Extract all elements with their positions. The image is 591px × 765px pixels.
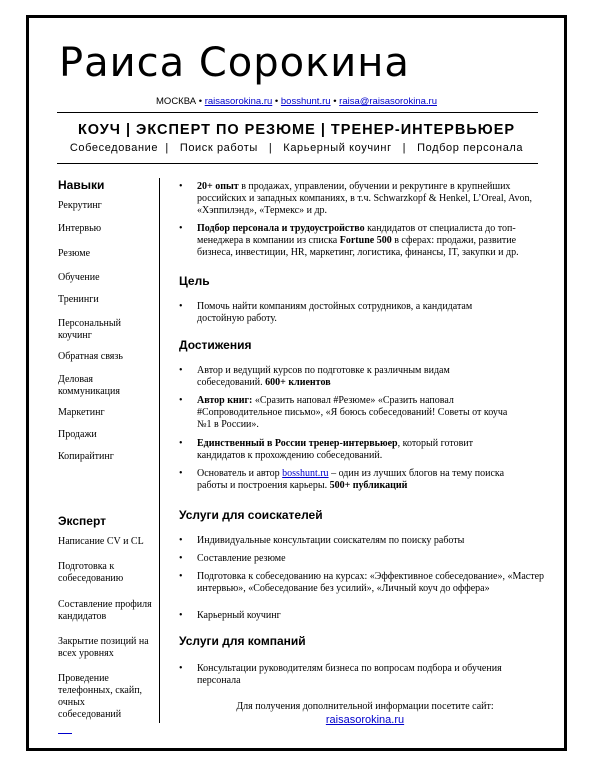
service-text: Подготовка к собеседованию на курсах: «Эффективное собеседование», «Мастер интервью», «Собеседование без усилий», «Личный коуч до оффера» [197, 571, 545, 595]
bullet: • [179, 663, 183, 674]
skill-item: Обучение [58, 272, 100, 283]
service-text: Карьерный коучинг [197, 610, 281, 621]
contact-line [29, 96, 564, 107]
headline: КОУЧ | ЭКСПЕРТ ПО РЕЗЮМЕ | ТРЕНЕР-ИНТЕРВЬЮЕР [77, 122, 516, 138]
expert-heading: Эксперт [58, 514, 107, 528]
expert-item: Проведение телефонных, скайп, очных собеседований [58, 673, 143, 720]
achievement-text: «Сразить наповал #Резюме» «Сразить наповал #Сопроводительное письмо», «Я боюсь собеседований! Советы от коуча №1 в России». [197, 395, 508, 431]
skill-item: Тренинги [58, 294, 99, 305]
skill-item: Маркетинг [58, 407, 105, 418]
goal-heading: Цель [179, 274, 210, 288]
bullet: • [179, 571, 183, 582]
email-link[interactable]: raisa@raisasorokina.ru [339, 96, 437, 107]
summary-bold: Подбор персонала и трудоустройство [197, 223, 365, 234]
skill-item: Рекрутинг [58, 200, 102, 211]
skill-item: Персональный коучинг [58, 318, 121, 341]
services-line: Собеседование | Поиск работы | Карьерный коучинг | Подбор персонала [69, 142, 524, 154]
bullet: • [179, 438, 183, 449]
seekers-heading: Услуги для соискателей [179, 508, 323, 522]
skill-item: Обратная связь [58, 351, 123, 362]
service-text: Консультации руководителям бизнеса по вопросам подбора и обучения персонала [197, 663, 502, 687]
achievement-bold: Единственный в России тренер-интервьюер [197, 438, 398, 449]
expert-item: Составление профиля кандидатов [58, 599, 152, 622]
bullet: • [179, 301, 183, 312]
bullet: • [179, 223, 183, 234]
achievement-text: – один из лучших блогов на тему поиска работы и построения карьеры. [197, 468, 505, 492]
achievement-text: , который готовит кандидатов к прохождению собеседований. [197, 438, 474, 462]
city: МОСКВА [156, 96, 197, 107]
bullet: • [179, 468, 183, 479]
separator: • [274, 96, 279, 107]
underline-mark [58, 733, 72, 734]
footer-text: Для получения дополнительной информации посетите сайт: [236, 701, 494, 712]
resume-page [26, 15, 567, 751]
bullet: • [179, 610, 183, 621]
goal-text: Помочь найти компаниям достойных сотрудников, а кандидатам достойную работу. [197, 301, 473, 325]
blog-link[interactable]: bosshunt.ru [280, 96, 331, 107]
summary-bold: Fortune 500 [339, 235, 392, 247]
summary-text: в сферах: продажи, развитие бизнеса, инвестиции, HR, маркетинг, логистика, финансы, IT, закупки и др. [197, 235, 519, 259]
summary-bold: 20+ опыт [197, 181, 239, 192]
achievements-heading: Достижения [179, 338, 252, 352]
achievement-bold: 500+ публикаций [329, 480, 408, 492]
skill-item: Резюме [58, 248, 91, 259]
service-text: Составление резюме [197, 553, 286, 564]
summary-text: кандидатов от специалиста до топ-менеджера в компании из списка [197, 223, 516, 247]
divider [57, 112, 538, 113]
divider [57, 163, 538, 164]
expert-item: Подготовка к собеседованию [58, 561, 124, 584]
companies-heading: Услуги для компаний [179, 634, 306, 648]
skill-item: Копирайтинг [58, 451, 114, 462]
bullet: • [179, 535, 183, 546]
separator: • [333, 96, 337, 107]
expert-item: Закрытие позиций на всех уровнях [58, 636, 149, 659]
bullet: • [179, 395, 183, 406]
achievement-bold: 600+ клиентов [265, 377, 331, 389]
blog-link[interactable]: bosshunt.ru [282, 468, 329, 479]
footer-website-link[interactable]: raisasorokina.ru [325, 714, 405, 726]
skill-item: Деловая коммуникация [58, 374, 120, 397]
separator: • [198, 96, 203, 107]
column-divider [159, 178, 160, 723]
bullet: • [179, 365, 183, 376]
website-link[interactable]: raisasorokina.ru [204, 96, 273, 107]
skills-heading: Навыки [58, 178, 105, 192]
skill-item: Интервью [58, 223, 102, 234]
achievement-text: Автор и ведущий курсов по подготовке к различным видам собеседований. [197, 365, 450, 389]
summary-text: в продажах, управлении, обучении и рекрутинге в крупнейших российских и западных компаниях, в т.ч. Schwarzkopf & Henkel, L’Oreal, Avon, «Хэппилэнд», «Термекс» и др. [197, 181, 533, 217]
person-name: Раиса Сорокина [59, 40, 410, 86]
bullet: • [179, 181, 183, 192]
achievement-text: Основатель и автор [197, 468, 283, 479]
service-text: Индивидуальные консультации соискателям по поиску работы [197, 535, 465, 546]
skill-item: Продажи [58, 429, 97, 440]
achievement-bold: Автор книг: [197, 395, 253, 406]
expert-item: Написание CV и CL [58, 536, 144, 547]
bullet: • [179, 553, 183, 564]
